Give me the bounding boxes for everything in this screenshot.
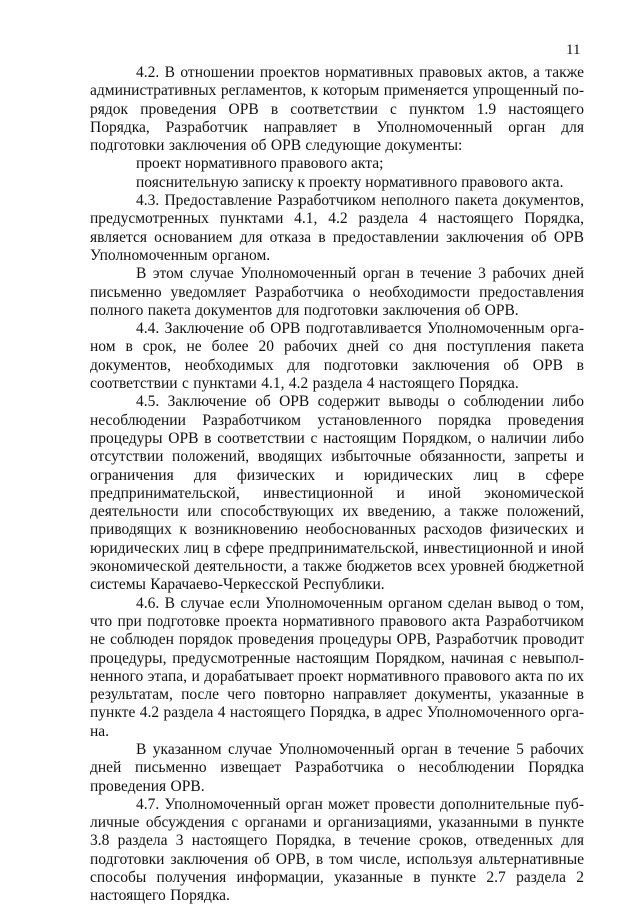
- list-item: проект нормативного правового акта;: [136, 155, 384, 173]
- paragraph-p-4-2: 4.2. В отношении проектов нормативных правовых актов, а также административных регламентов, к которым применяется упрощенный порядок проведения ОРВ в соответствии с пунктом 1.9 настоящего Порядка, Разработчик направляет в Уполномоченный орган для подготовки заключения об ОРВ следующие документы:: [90, 64, 584, 155]
- paragraph-p-4-6-b: В указанном случае Уполномоченный орган в течение 5 рабочих дней письменно извещает Разработчика о несоблюдении Порядка проведения ОРВ.: [90, 740, 584, 795]
- paragraph-p-4-3: 4.3. Предоставление Разработчиком неполного пакета документов, предусмотренных пунктами 4.1, 4.2 раздела 4 настоящего Порядка, является основанием для отказа в предоставлении заключения об ОРВ Уполномоченным органом.: [90, 192, 584, 264]
- paragraph-p-4-6: 4.6. В случае если Уполномоченным органом сделан вывод о том, что при подготовке проекта нормативного правового акта Разработчиком не соблюден порядок проведения процедуры ОРВ, Разработчик проводит процедуры, предусмотренные настоящим Порядком, начиная с невыполненного этапа, и дорабатывает проект нормативного правового акта по их результатам, после чего повторно направляет документы, указанные в пункте 4.2 раздела 4 настоящего Порядка, в адрес Уполномоченного органа.: [90, 594, 584, 740]
- paragraph-p-4-5: 4.5. Заключение об ОРВ содержит выводы о соблюдении либо несоблюдении Разработчиком установленного порядка проведения процедуры ОРВ в соответствии с настоящим Порядком, о наличии либо отсутствии положений, вводящих избыточные обязанности, запреты и ограничения для физических и юридических лиц в сфере предпринимательской, инвестиционной и иной экономической деятельности или способствующих их введению, а также положений, приводящих к возникновению необоснованных расходов физических и юридических лиц в сфере предпринимательской, инвестиционной и иной экономической деятельности, а также бюджетов всех уровней бюджетной системы Карачаево-Черкесской Республики.: [90, 393, 584, 594]
- paragraph-p-4-4: 4.4. Заключение об ОРВ подготавливается Уполномоченным органом в срок, не более 20 рабочих дней со дня поступления пакета документов, необходимых для подготовки заключения об ОРВ в соответствии с пунктами 4.1, 4.2 раздела 4 настоящего Порядка.: [90, 320, 584, 393]
- list-item: пояснительную записку к проекту нормативного правового акта.: [136, 173, 564, 191]
- paragraph-p-4-7: 4.7. Уполномоченный орган может провести дополнительные публичные обсуждения с органами и организациями, указанными в пункте 3.8 раздела 3 настоящего Порядка, в течение сроков, отведенных для подготовки заключения об ОРВ, в том числе, используя альтернативные способы получения информации, указанные в пункте 2.7 раздела 2 настоящего Порядка.: [90, 795, 584, 905]
- page-number: 11: [566, 42, 581, 58]
- document-body: [90, 64, 584, 906]
- paragraph-p-4-3-b: В этом случае Уполномоченный орган в течение 3 рабочих дней письменно уведомляет Разработчика о необходимости предоставления полного пакета документов для подготовки заключения об ОРВ.: [90, 265, 584, 319]
